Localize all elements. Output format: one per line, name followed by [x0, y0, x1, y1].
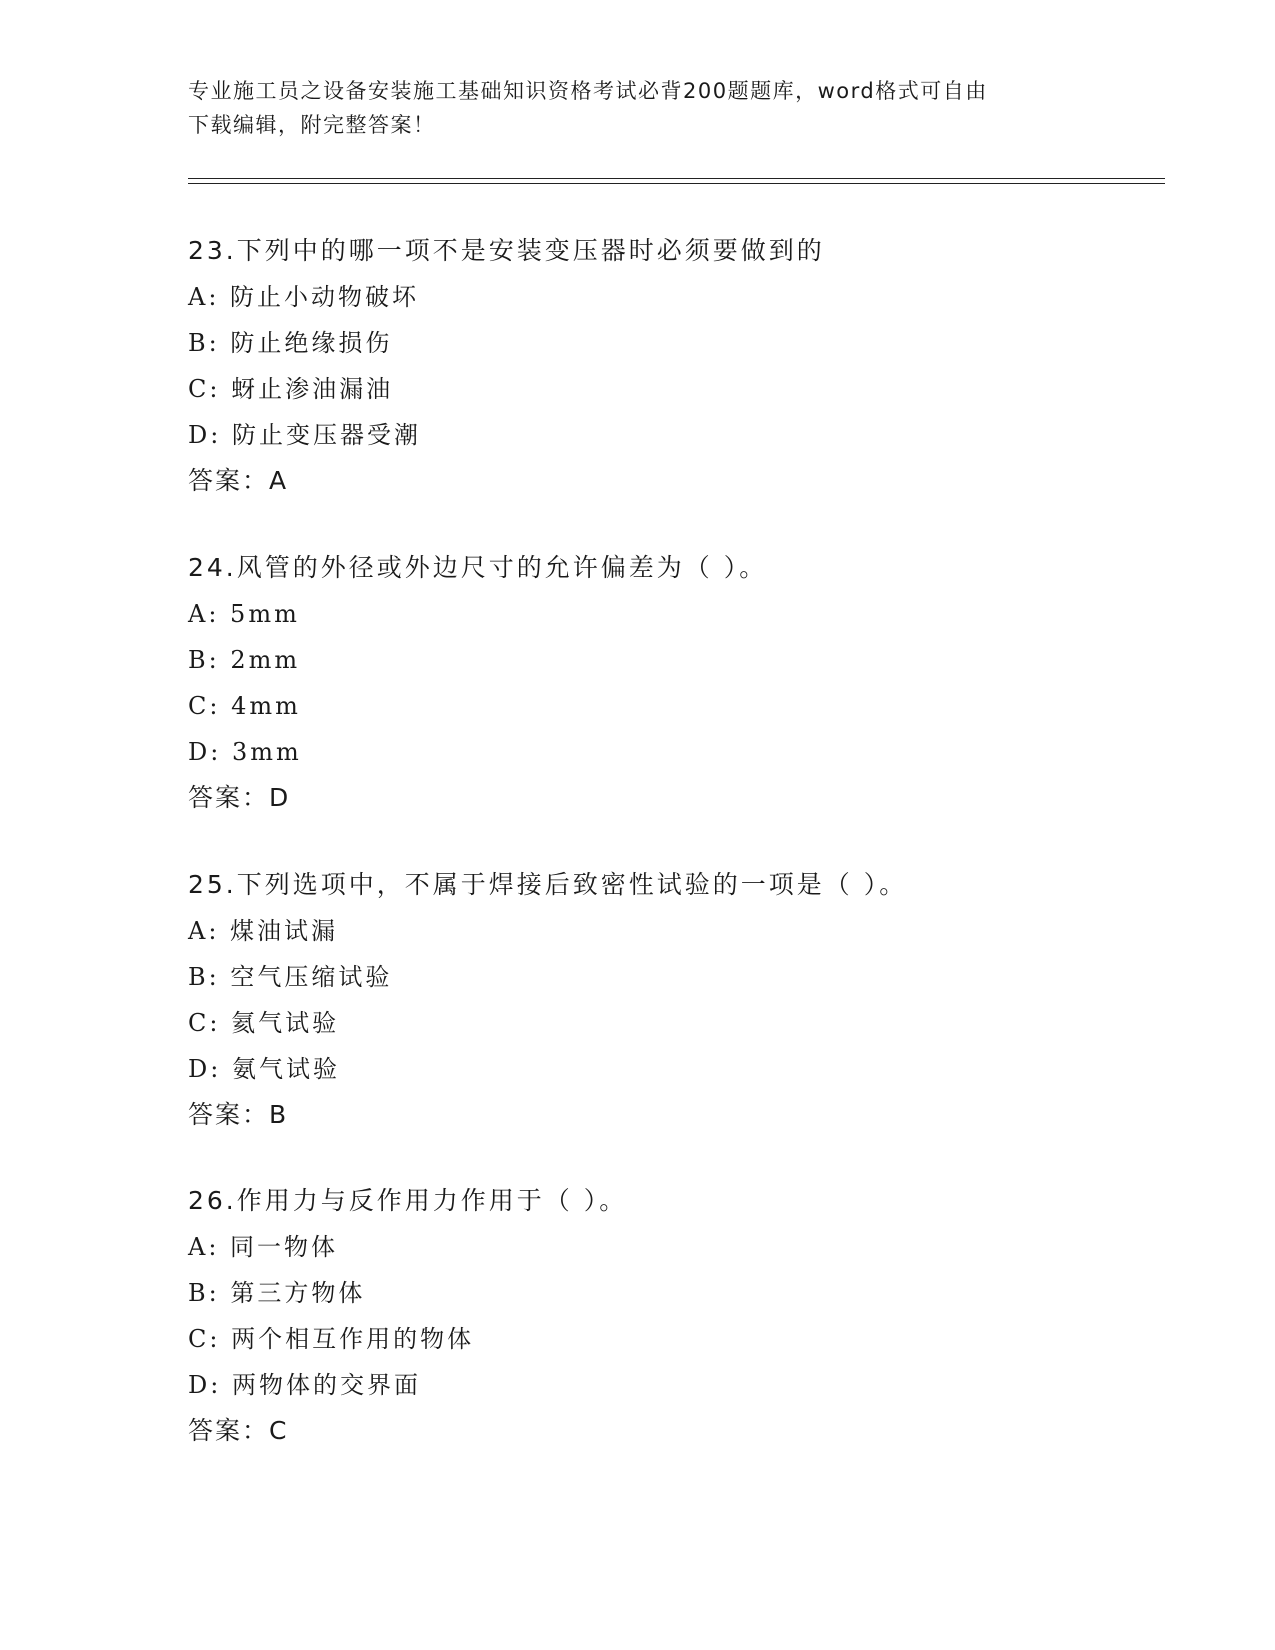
- question-block: [188, 545, 1168, 821]
- question-title: 26.作用力与反作用力作用于（ ）。: [188, 1186, 628, 1215]
- answer-line: 答案：B: [188, 1100, 289, 1129]
- option-b: B: 第三方物体: [188, 1279, 366, 1307]
- question-block: [188, 862, 1168, 1138]
- header-divider-bottom: [188, 183, 1165, 184]
- header-line-1: 专业施工员之设备安装施工基础知识资格考试必背200题题库，word格式可自由: [188, 79, 988, 103]
- option-d: D: 氨气试验: [188, 1055, 340, 1083]
- answer-line: 答案：D: [188, 783, 291, 812]
- option-b: B: 防止绝缘损伤: [188, 329, 393, 357]
- answer-line: 答案：C: [188, 1416, 289, 1445]
- question-title: 23.下列中的哪一项不是安装变压器时必须要做到的: [188, 236, 825, 265]
- question-block: [188, 228, 1168, 504]
- question-title: 25.下列选项中，不属于焊接后致密性试验的一项是（ ）。: [188, 870, 908, 899]
- option-c: C: 两个相互作用的物体: [188, 1325, 475, 1353]
- option-a: A: 煤油试漏: [188, 917, 339, 945]
- question-block: [188, 1178, 1168, 1454]
- option-c: C: 4mm: [188, 692, 301, 720]
- question-title: 24.风管的外径或外边尺寸的允许偏差为（ ）。: [188, 553, 768, 582]
- option-a: A: 同一物体: [188, 1233, 339, 1261]
- option-c: C: 蚜止渗油漏油: [188, 375, 394, 403]
- document-header: [188, 74, 1068, 142]
- header-line-2: 下载编辑，附完整答案！: [188, 113, 436, 137]
- option-d: D: 两物体的交界面: [188, 1371, 421, 1399]
- option-a: A: 5mm: [188, 600, 300, 628]
- option-c: C: 氦气试验: [188, 1009, 340, 1037]
- option-a: A: 防止小动物破坏: [188, 283, 420, 311]
- answer-line: 答案：A: [188, 466, 289, 495]
- option-b: B: 2mm: [188, 646, 301, 674]
- option-b: B: 空气压缩试验: [188, 963, 393, 991]
- option-d: D: 防止变压器受潮: [188, 421, 421, 449]
- option-d: D: 3mm: [188, 738, 302, 766]
- header-divider-top: [188, 178, 1165, 179]
